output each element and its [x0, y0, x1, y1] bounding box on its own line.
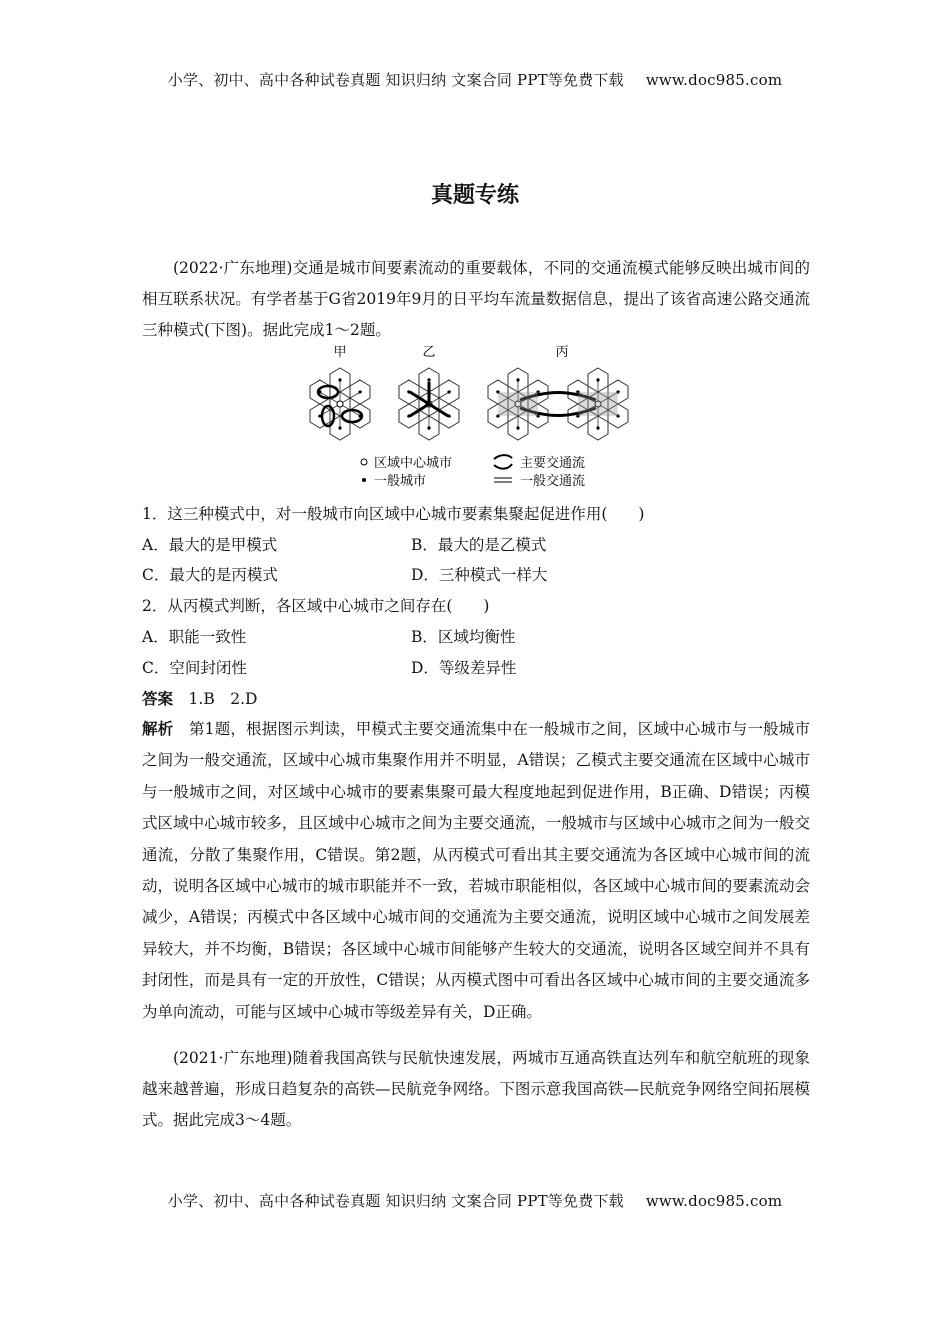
label-bing: 丙 [555, 345, 569, 360]
intro-paragraph-2021: (2021·广东地理)随着我国高铁与民航快速发展，两城市互通高铁直达列车和航空航班的现象越来越普遍，形成日趋复杂的高铁—民航竞争网络。下图示意我国高铁—民航竞争网络空间拓展模式。据此完成3～4题。 [142, 1049, 810, 1129]
traffic-flow-figure [298, 342, 652, 492]
page-title: 真题专练 [430, 183, 519, 208]
question-1-option-a: A．最大的是甲模式 [142, 536, 278, 554]
pattern-bing [488, 368, 628, 440]
pattern-yi [399, 368, 459, 440]
question-2-option-a: A．职能一致性 [142, 628, 247, 646]
label-jia: 甲 [333, 345, 347, 360]
analysis-text: 第1题，根据图示判读，甲模式主要交通流集中在一般城市之间，区域中心城市与一般城市之间为一般交通流，区域中心城市集聚作用并不明显，A错误；乙模式主要交通流在区域中心城市与一般城市之间，对区域中心城市的要素集聚可最大程度地起到促进作用，B正确、D错误；丙模式区域中心城市较多，且区域中心城市之间为主要交通流，一般城市与区域中心城市之间为一般交通流，分散了集聚作用，C错误。第2题，从丙模式可看出其主要交通流为各区域中心城市间的流动，说明各区域中心城市的城市职能并不一致，若城市职能相似，各区域中心城市间的要素流动会减少，A错误；丙模式中各区域中心城市间的交通流为主要交通流，说明区域中心城市之间发展差异较大，并不均衡，B错误；各区域中心城市间能够产生较大的交通流，说明各区域空间并不具有封闭性，而是具有一定的开放性，C错误；从丙模式图中可看出各区域中心城市间的主要交通流多为单向流动，可能与区域中心城市等级差异有关，D正确。 [142, 720, 810, 1021]
legend-general-city: 一般城市 [374, 474, 427, 489]
question-2-option-c: C．空间封闭性 [142, 659, 247, 677]
question-1-option-d: D．三种模式一样大 [411, 566, 548, 584]
analysis-block [142, 713, 810, 1028]
answer-line [142, 689, 257, 709]
question-2-option-b: B．区域均衡性 [411, 628, 516, 646]
question-1-stem: 1．这三种模式中，对一般城市向区域中心城市要素集聚起促进作用( ) [142, 505, 645, 523]
question-1-option-c: C．最大的是丙模式 [142, 566, 278, 584]
answer-value: 1.B 2.D [188, 690, 258, 708]
page-header [0, 69, 950, 90]
footer-url: www.doc985.com [645, 1192, 783, 1210]
legend-general-flow: 一般交通流 [520, 474, 586, 489]
footer-text: 小学、初中、高中各种试卷真题 知识归纳 文案合同 PPT等免费下载 [167, 1192, 624, 1210]
question-1-option-b: B．最大的是乙模式 [411, 536, 547, 554]
label-yi: 乙 [422, 345, 436, 360]
legend [361, 455, 585, 489]
legend-center-city: 区域中心城市 [374, 456, 453, 471]
analysis-label: 解析 [142, 719, 174, 738]
question-2-option-d: D．等级差异性 [411, 659, 517, 677]
question-2-stem: 2．从丙模式判断，各区域中心城市之间存在( ) [142, 597, 490, 615]
intro-paragraph-2022: (2022·广东地理)交通是城市间要素流动的重要载体，不同的交通流模式能够反映出城市间的相互联系状况。有学者基于G省2019年9月的日平均车流量数据信息，提出了该省高速公路交通流三种模式(下图)。据此完成1～2题。 [142, 259, 810, 339]
header-text: 小学、初中、高中各种试卷真题 知识归纳 文案合同 PPT等免费下载 [167, 71, 624, 89]
header-url: www.doc985.com [645, 71, 783, 89]
pattern-jia [310, 368, 370, 440]
answer-label: 答案 [142, 689, 174, 708]
legend-main-flow: 主要交通流 [520, 456, 586, 471]
page-footer [0, 1190, 950, 1211]
